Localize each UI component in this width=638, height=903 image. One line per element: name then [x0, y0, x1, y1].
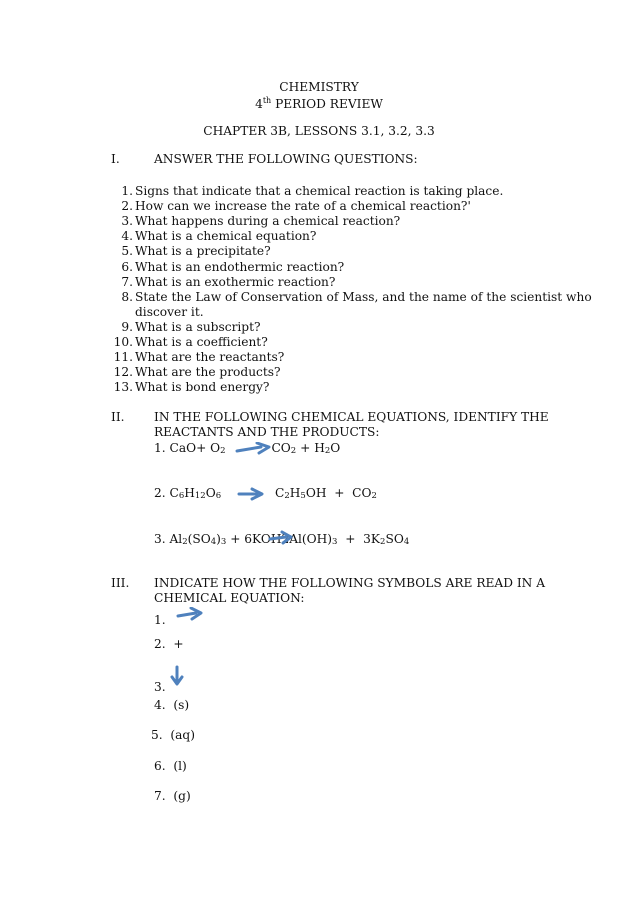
question-number: 2. — [121, 199, 133, 214]
eq1-product-1: CO — [271, 441, 291, 455]
eq2-reactant: 2. C — [154, 486, 179, 500]
eq3-subscript: 3 — [220, 537, 227, 547]
question-number: 4. — [121, 229, 133, 244]
section-2-title-line2: REACTANTS AND THE PRODUCTS: — [154, 425, 380, 439]
eq1-plus: + — [296, 441, 315, 455]
eq3-subscript: 2 — [380, 537, 386, 547]
symbol-item-4 — [154, 698, 189, 712]
question-text: What happens during a chemical reaction? — [135, 214, 401, 229]
question-text: What is a precipitate? — [135, 244, 271, 259]
eq3-subscript: 2 — [182, 537, 188, 547]
symbol-item-5 — [151, 728, 195, 742]
eq1-product-2: H — [314, 441, 325, 455]
symbol-item-1 — [154, 607, 204, 627]
symbol-aqueous: (aq) — [170, 728, 195, 742]
question-number: 1. — [121, 184, 133, 198]
eq2-subscript: 6 — [178, 491, 185, 501]
symbol-item-number: 3. — [154, 680, 166, 694]
eq3-subscript: 3 — [332, 537, 338, 547]
section-1-title: ANSWER THE FOLLOWING QUESTIONS: — [154, 152, 418, 166]
eq2-product-rest: OH + CO — [305, 486, 372, 500]
question-text: What is an endothermic reaction? — [135, 259, 345, 274]
chapter-heading: CHAPTER 3B, LESSONS 3.1, 3.2, 3.3 — [203, 124, 435, 138]
right-arrow-icon — [237, 487, 265, 501]
symbol-item-6 — [154, 759, 187, 773]
symbol-item-number: 1. — [154, 613, 166, 627]
eq2-subscript: 2 — [284, 491, 290, 501]
question-text: How can we increase the rate of a chemical reaction?' — [135, 199, 471, 214]
question-number: 5. — [121, 244, 133, 259]
eq2-subscript: 5 — [300, 491, 306, 501]
document-subject: CHEMISTRY — [279, 80, 359, 94]
question-number: 3. — [121, 214, 133, 229]
question-text: What is a subscript? — [135, 319, 261, 334]
section-3-roman: III. — [111, 576, 130, 590]
symbol-item-number: 4. — [154, 698, 166, 712]
question-number: 11. — [113, 350, 133, 365]
question-text: What is bond energy? — [135, 380, 270, 395]
symbol-item-number: 2. — [154, 637, 166, 651]
eq2-reactant-h: H — [184, 486, 195, 500]
period-number: 4 — [255, 97, 263, 111]
eq2-product: C — [275, 486, 285, 500]
question-number: 9. — [121, 319, 133, 334]
eq1-subscript: 2 — [290, 446, 297, 456]
question-number: 8. — [121, 289, 133, 304]
eq2-reactant-o: O — [205, 486, 216, 500]
document-period — [0, 96, 638, 111]
symbol-solid: (s) — [173, 698, 190, 712]
symbol-item-7 — [154, 789, 191, 803]
eq2-subscript: 12 — [194, 491, 206, 501]
eq3-part-c: + 6KOH2Al(OH) — [226, 532, 333, 546]
symbol-item-number: 6. — [154, 759, 166, 773]
equation-1 — [154, 441, 340, 456]
right-arrow-icon — [235, 442, 271, 456]
eq3-subscript: 4 — [403, 537, 410, 547]
eq3-subscript: 4 — [210, 537, 217, 547]
question-text: What is a coefficient? — [135, 335, 268, 349]
question-number: 13. — [113, 380, 133, 395]
section-2-title-line1: IN THE FOLLOWING CHEMICAL EQUATIONS, IDENTIFY THE — [154, 410, 549, 424]
question-number: 12. — [113, 365, 133, 380]
symbol-liquid: (l) — [173, 759, 187, 773]
question-text: Signs that indicate that a chemical reaction is taking place. — [135, 184, 504, 198]
section-3-title-line1: INDICATE HOW THE FOLLOWING SYMBOLS ARE READ IN A — [154, 576, 545, 590]
question-text: What are the reactants? — [135, 350, 285, 365]
question-text: State the Law of Conservation of Mass, and the name of the scientist who — [135, 289, 592, 304]
eq1-reactants: 1. CaO+ O — [154, 441, 221, 455]
eq2-subscript: 2 — [371, 491, 377, 501]
eq3-reactant: 3. Al — [154, 532, 183, 546]
period-ordinal: th — [262, 96, 272, 105]
right-arrow-icon — [176, 607, 204, 621]
down-arrow-icon — [170, 665, 184, 687]
period-title: PERIOD REVIEW — [271, 97, 383, 111]
section-1-roman: I. — [111, 152, 120, 166]
question-text-continuation: discover it. — [135, 304, 204, 319]
symbol-item-number: 7. — [154, 789, 166, 803]
eq1-product-2b: O — [330, 441, 341, 455]
question-text: What are the products? — [135, 365, 281, 380]
question-number: 10. — [113, 335, 133, 349]
symbol-plus: + — [173, 637, 184, 651]
right-arrow-icon — [268, 530, 294, 546]
eq3-part-e: SO — [385, 532, 404, 546]
symbol-item-2 — [154, 637, 184, 651]
question-number: 7. — [121, 274, 133, 289]
section-3-title-line2: CHEMICAL EQUATION: — [154, 591, 305, 605]
symbol-gas: (g) — [173, 789, 191, 803]
symbol-item-number: 5. — [151, 728, 163, 742]
eq2-subscript: 6 — [215, 491, 222, 501]
question-text: What is a chemical equation? — [135, 229, 317, 244]
eq1-subscript: 2 — [220, 446, 226, 456]
eq3-part-b: ) — [216, 532, 221, 546]
eq1-subscript: 2 — [324, 446, 331, 456]
question-text: What is an exothermic reaction? — [135, 274, 336, 289]
eq2-product-h: H — [289, 486, 301, 500]
question-number: 6. — [121, 259, 133, 274]
eq3-part-d: + 3K — [337, 532, 381, 546]
symbol-item-3 — [154, 665, 184, 694]
eq3-part-a: (SO — [187, 532, 211, 546]
equation-2 — [154, 486, 377, 501]
section-2-roman: II. — [111, 410, 125, 424]
